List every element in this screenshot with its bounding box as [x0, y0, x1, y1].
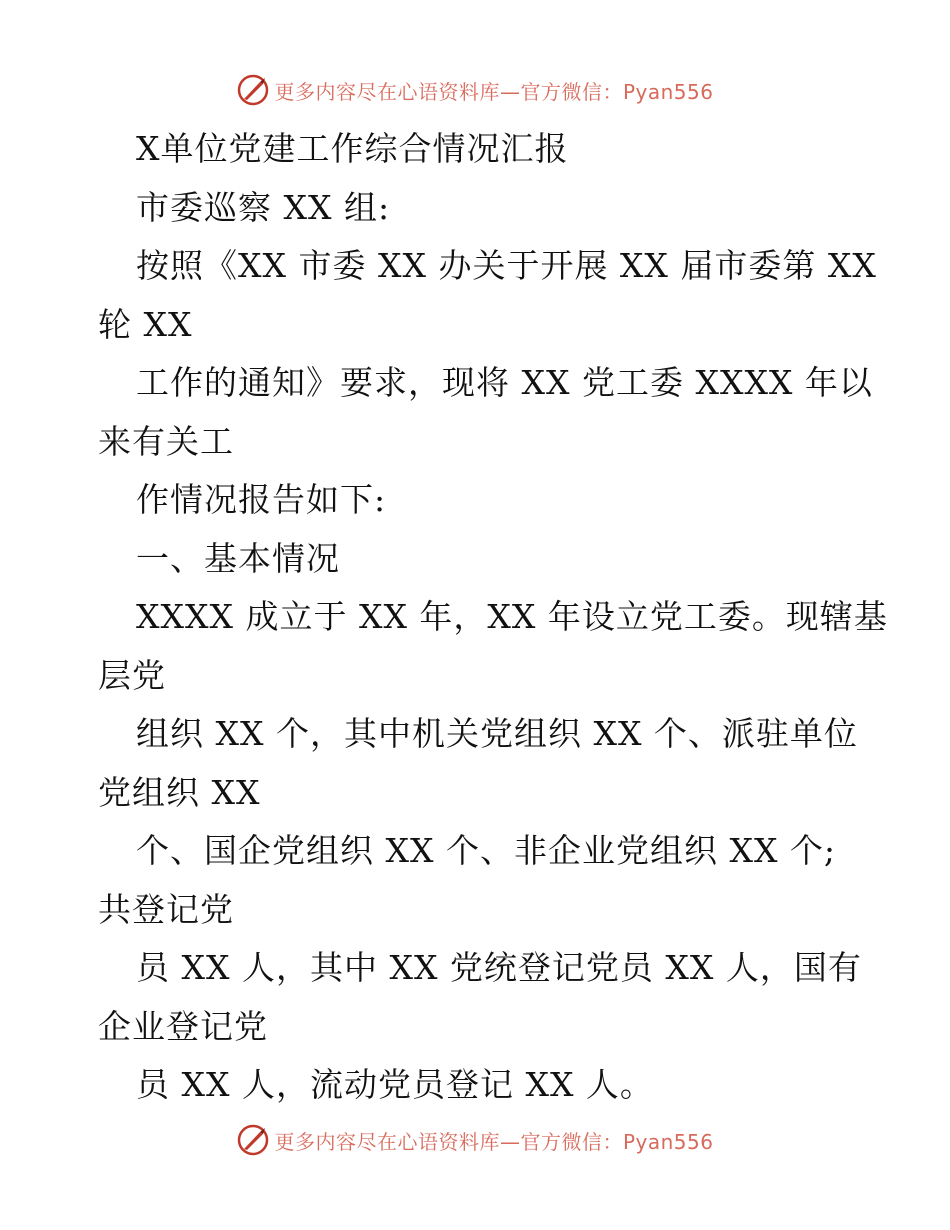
body-line: 党组织 XX: [98, 772, 261, 812]
quill-logo-icon: [236, 73, 270, 107]
salutation: 市委巡察 XX 组:: [136, 187, 391, 227]
body-line: 来有关工: [98, 421, 234, 461]
body-line: 员 XX 人，流动党员登记 XX 人。: [136, 1065, 654, 1104]
body-line: 轮 XX: [98, 304, 193, 344]
watermark-text: 更多内容尽在心语资料库—官方微信：Pyan556: [274, 79, 714, 104]
body-line: XXXX 成立于 XX 年，XX 年设立党工委。现辖基: [136, 597, 888, 636]
document-title: X单位党建工作综合情况汇报: [136, 129, 569, 168]
quill-logo-icon: [236, 1123, 270, 1157]
section-heading: 一、基本情况: [136, 538, 340, 578]
body-line: 企业登记党: [98, 1006, 268, 1046]
body-line: 组织 XX 个，其中机关党组织 XX 个、派驻单位: [136, 714, 858, 753]
watermark-text: 更多内容尽在心语资料库—官方微信：Pyan556: [274, 1129, 714, 1154]
watermark-footer: [0, 1120, 950, 1160]
document-body: [98, 120, 888, 1115]
body-line: 作情况报告如下:: [136, 480, 387, 519]
body-line: 工作的通知》要求，现将 XX 党工委 XXXX 年以: [136, 363, 873, 402]
watermark-header: [0, 70, 950, 110]
body-line: 员 XX 人，其中 XX 党统登记党员 XX 人，国有: [136, 948, 862, 987]
body-line: 共登记党: [98, 889, 234, 929]
body-line: 层党: [98, 655, 166, 695]
body-line: 按照《XX 市委 XX 办关于开展 XX 届市委第 XX: [136, 246, 877, 285]
body-line: 个、国企党组织 XX 个、非企业党组织 XX 个;: [136, 831, 837, 870]
